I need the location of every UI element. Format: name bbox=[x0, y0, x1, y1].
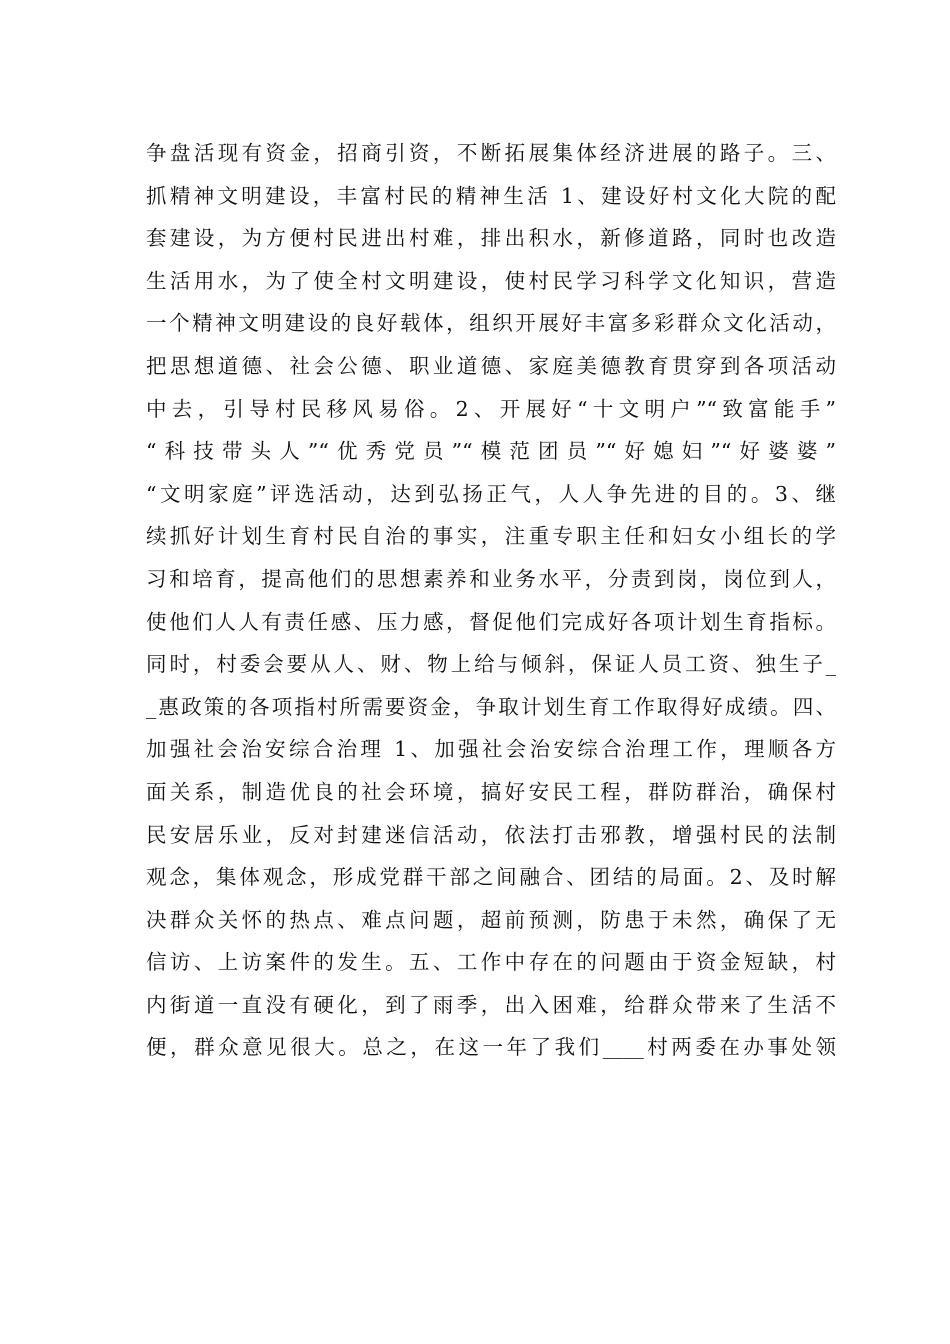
text-line: 民安居乐业，反对封建迷信活动，依法打击邪教，增强村民的法制 bbox=[146, 822, 836, 847]
text-line: 便，群众意见很大。总之，在这一年了我们____村两委在办事处领 bbox=[146, 1035, 836, 1060]
text-line: 内街道一直没有硬化，到了雨季，出入困难，给群众带来了生活不 bbox=[146, 992, 836, 1017]
text-line: 习和培育，提高他们的思想素养和业务水平，分责到岗，岗位到人， bbox=[146, 566, 836, 591]
text-line: 同时，村委会要从人、财、物上给与倾斜，保证人员工资、独生子_ bbox=[146, 652, 836, 677]
text-line: “科技带头人”“优秀党员”“模范团员”“好媳妇”“好婆婆” bbox=[146, 439, 836, 464]
text-line: _惠政策的各项指村所需要资金，争取计划生育工作取得好成绩。四、 bbox=[146, 694, 836, 719]
text-line: 中去，引导村民移风易俗。2、开展好“十文明户”“致富能手” bbox=[146, 396, 836, 421]
text-line: 信访、上访案件的发生。五、工作中存在的问题由于资金短缺，村 bbox=[146, 950, 836, 975]
text-line: 争盘活现有资金，招商引资，不断拓展集体经济进展的路子。三、 bbox=[146, 141, 836, 165]
text-line: 观念，集体观念，形成党群干部之间融合、团结的局面。2、及时解 bbox=[146, 865, 836, 890]
text-line: 续抓好计划生育村民自治的事实，注重专职主任和妇女小组长的学 bbox=[146, 524, 836, 549]
text-line: 抓精神文明建设，丰富村民的精神生活 1、建设好村文化大院的配 bbox=[146, 183, 836, 208]
document-body-text bbox=[146, 132, 836, 1069]
text-line: 生活用水，为了使全村文明建设，使村民学习科学文化知识，营造 bbox=[146, 268, 836, 293]
text-line: 使他们人人有责任感、压力感，督促他们完成好各项计划生育指标。 bbox=[146, 609, 836, 634]
text-line: 决群众关怀的热点、难点问题，超前预测，防患于未然，确保了无 bbox=[146, 907, 836, 932]
text-line: 面关系，制造优良的社会环境，搞好安民工程，群防群治，确保村 bbox=[146, 779, 836, 804]
text-line: 一个精神文明建设的良好载体，组织开展好丰富多彩群众文化活动， bbox=[146, 311, 836, 336]
text-line: 把思想道德、社会公德、职业道德、家庭美德教育贯穿到各项活动 bbox=[146, 353, 836, 378]
text-line: 加强社会治安综合治理 1、加强社会治安综合治理工作，理顺各方 bbox=[146, 737, 836, 762]
text-line: “文明家庭”评选活动，达到弘扬正气，人人争先进的目的。3、继 bbox=[146, 481, 836, 506]
text-line: 套建设，为方便村民进出村难，排出积水，新修道路，同时也改造 bbox=[146, 226, 836, 251]
